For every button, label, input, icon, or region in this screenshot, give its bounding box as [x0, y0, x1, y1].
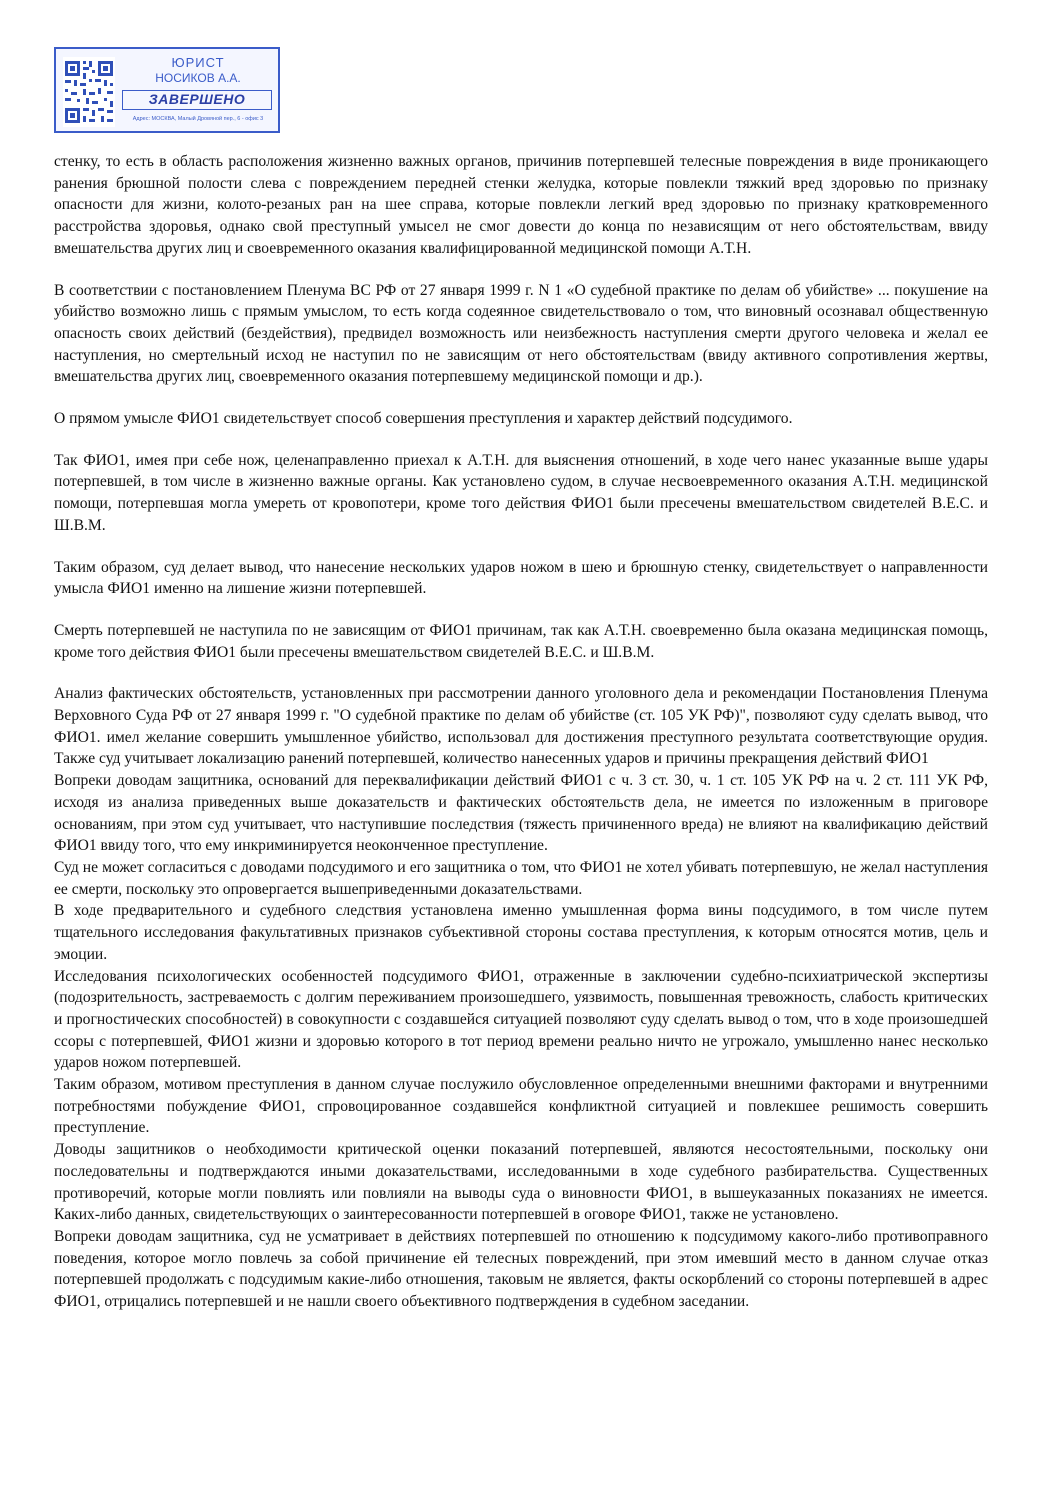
paragraph: Анализ фактических обстоятельств, установленных при рассмотрении данного уголовного дела и рекомендации Постановления Пленума Верховного Суда РФ от 27 января 1999 г. "О судебной практике по делам об убийстве (ст. 105 УК РФ)", позволяют суду сделать вывод, что ФИО1. имел желание совершить умышленное убийство, использовал для достижения преступного результата соответствующие орудия. Также суд учитывает локализацию ранений потерпевшей, количество нанесенных ударов и причины прекращения действий ФИО1: [54, 685, 988, 768]
paragraph: Исследования психологических особенностей подсудимого ФИО1, отраженные в заключении судебно-психиатрической экспертизы (подозрительность, застреваемость с долгим переживанием произошедшего, уязвимость, повышенная тревожность, слабость критических и прогностических способностей) в совокупности с создавшейся ситуацией позволяют суду сделать вывод о том, что в ходе произошедшей ссоры с потерпевшей, ФИО1 жизни и здоровью которого в тот период времени реально ничто не угрожало, умышленно нанес несколько ударов ножом потерпевшей.: [54, 967, 988, 1072]
paragraph: Суд не может согласиться с доводами подсудимого и его защитника о том, что ФИО1 не хотел убивать потерпевшую, не желал наступления ее смерти, поскольку это опровергается вышеприведенными доказательствами.: [54, 858, 988, 898]
lawyer-stamp: [54, 47, 280, 133]
stamp-title: ЮРИСТ: [171, 55, 225, 70]
paragraph: стенку, то есть в область расположения жизненно важных органов, причинив потерпевшей телесные повреждения в виде проникающего ранения брюшной полости слева с повреждением передней стенки желудка, которые повлекли тяжкий вред здоровью по признаку опасности для жизни, колото-резаных ран на шее справа, которые повлекли легкий вред здоровью по признаку кратковременного расстройства здоровья, однако свой преступный умысел не смог довести до конца по независящим от него обстоятельствам, ввиду вмешательства других лиц и своевременного оказания квалифицированной медицинской помощи А.Т.Н.: [54, 153, 988, 257]
paragraph: Доводы защитников о необходимости критической оценки показаний потерпевшей, являются несостоятельными, поскольку они последовательны и подтверждаются иными доказательствами, исследованными в ходе судебного разбирательства. Существенных противоречий, которые могли повлиять или повлияли на выводы суда о виновности ФИО1, в вышеуказанных показаниях не имеется. Каких-либо данных, свидетельствующих о заинтересованности потерпевшей в оговоре ФИО1, также не установлено.: [54, 1141, 988, 1224]
paragraph: В соответствии с постановлением Пленума ВС РФ от 27 января 1999 г. N 1 «О судебной практике по делам об убийстве» ... покушение на убийство возможно лишь с прямым умыслом, то есть когда содеянное свидетельствовало о том, что виновный осознавал общественную опасность своих действий (бездействия), предвидел возможность или неизбежность наступления смерти другого человека и желал ее наступления, но смертельный исход не наступил по не зависящим от него обстоятельствам (ввиду активного сопротивления жертвы, вмешательства других лиц, своевременного оказания потерпевшему медицинской помощи и др.).: [54, 281, 988, 386]
paragraph: Таким образом, суд делает вывод, что нанесение нескольких ударов ножом в шею и брюшную стенку, свидетельствует о направленности умысла ФИО1 именно на лишение жизни потерпевшей.: [54, 558, 988, 598]
stamp-name: НОСИКОВ А.А.: [155, 71, 241, 85]
stamp-address: Адрес: МОСКВА, Малый Дровяной пер., 6 - офис 3: [132, 116, 264, 122]
paragraph: Так ФИО1, имея при себе нож, целенаправленно приехал к А.Т.Н. для выяснения отношений, в ходе чего нанес указанные выше удары потерпевшей, в том числе в жизненно важные органы. Как установлено судом, в случае несвоевременного оказания А.Т.Н. медицинской помощи, потерпевшая могла умереть от кровопотери, кроме того действия ФИО1 были пресечены вмешательством свидетелей В.Е.С. и Ш.В.М.: [54, 451, 988, 534]
paragraph: Смерть потерпевшей не наступила по не зависящим от ФИО1 причинам, так как А.Т.Н. своевременно была оказана медицинская помощь, кроме того действия ФИО1 были пресечены вмешательством свидетелей В.Е.С. и Ш.В.М.: [54, 621, 988, 661]
paragraph: В ходе предварительного и судебного следствия установлена именно умышленная форма вины подсудимого, в том числе путем тщательного исследования факультативных признаков субъективной стороны состава преступления, к которым относятся мотив, цель и эмоции.: [54, 902, 988, 963]
paragraph: О прямом умысле ФИО1 свидетельствует способ совершения преступления и характер действий подсудимого.: [54, 410, 793, 428]
paragraph: Вопреки доводам защитника, оснований для переквалификации действий ФИО1 с ч. 3 ст. 30, ч. 1 ст. 105 УК РФ на ч. 2 ст. 111 УК РФ, исходя из анализа приведенных выше доказательств и фактических обстоятельств дела, не имеется по изложенным в приговоре основаниям, при этом суд учитывает, что наступившие последствия (тяжесть причиненного вреда) не влияют на квалификацию действий ФИО1 ввиду того, что ему инкриминируется неоконченное преступление.: [54, 772, 988, 855]
qr-code-icon: [63, 57, 115, 127]
stamp-status: ЗАВЕРШЕНО: [122, 90, 272, 110]
paragraph: Таким образом, мотивом преступления в данном случае послужило обусловленное определенными внешними факторами и внутренними потребностями побуждение ФИО1, спровоцированное создавшейся конфликтной ситуацией и повлекшее решимость совершить преступление.: [54, 1076, 988, 1137]
document-body: [54, 151, 988, 1313]
paragraph: Вопреки доводам защитника, суд не усматривает в действиях потерпевшей по отношению к подсудимому какого-либо противоправного поведения, которое могло повлечь за собой причинение ей телесных повреждений, при этом имевший место в данном случае отказ потерпевшей продолжать с подсудимым какие-либо отношения, таковым не является, факты оскорблений со стороны потерпевшей в адрес ФИО1, отрицались потерпевшей и не нашли своего объективного подтверждения в судебном заседании.: [54, 1227, 988, 1311]
